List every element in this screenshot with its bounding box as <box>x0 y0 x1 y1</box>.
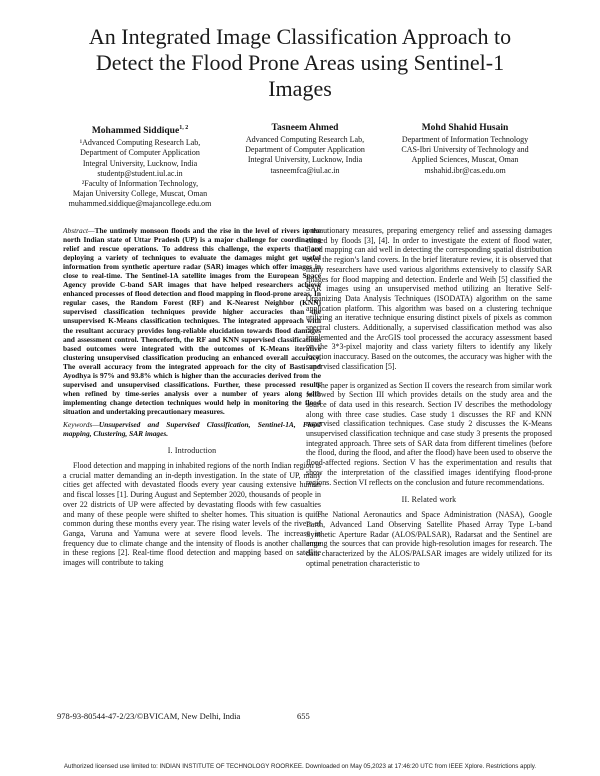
keywords-text: Unsupervised and Supervised Classification, Sentinel-1A, Flood mapping, Clustering, SAR images. <box>63 419 321 439</box>
intro-paragraph-continued: precautionary measures, preparing emergency relief and assessing damages caused by floods [3], [4]. In order to investigate the extent of flood water, flood mapping can aid well in detecting the corresponding spatial distribution over the region’s land covers. In the brief literature review, it is observed that many researchers have used various algorithms extensively to classify SAR images for flood mapping and detection. Enderle and Weih [5] classified the SAR images using an unsupervised method utilizing an Iterative Self-Organizing Data Analysis Techniques (ISODATA) algorithm on the same application platform. This algorithm was based on a clustering technique utilizing an iterative technique ensuring distinct pixels of pixels as common spectral clusters. Additionally, a supervised classification method was also implemented and the ArcGIS tool processed the accuracy assessment based on the 3*3-pixel majority and class variety filters to identify any likely location inaccuracy. Based on the outcomes, the accuracy was higher with the supervised classification [5]. <box>306 226 552 371</box>
organization-paragraph: The paper is organized as Section II covers the research from similar work followed by Section III which provides details on the study area and the source of data used in this research. Section IV describes the methodology along with three case studies. Case study 1 discusses the RF and KNN supervised classification techniques. Case study 2 discusses the K-Means unsupervised classification technique and case study 3 presents the proposed integrated approach. Three sets of SAR data from different timelines (before the flood, during the flood, and after the flood) have been used to observe the flood-affected regions. Section V has the experimentation and results that show the interpretation of the classified images identifying flood-prone regions. Section VI reflects on the conclusion and future recommendations. <box>306 380 552 487</box>
author-1 <box>55 122 225 210</box>
author-affiliation-line: Integral University, Lucknow, India <box>82 158 198 168</box>
author-affiliation-line: CAS-Ibri University of Technology and <box>401 145 529 155</box>
author-affiliation-line: Department of Computer Application <box>245 145 365 155</box>
section-heading-related-work: II. Related work <box>401 495 457 505</box>
author-email: mshahid.ibr@cas.edu.om <box>424 165 506 175</box>
title-line-1: An Integrated Image Classification Approach to <box>88 24 512 49</box>
left-column <box>63 226 321 568</box>
abstract <box>63 226 321 416</box>
author-affiliation-line: Department of Information Technology <box>401 135 529 144</box>
author-affiliation-line: Majan University College, Muscat, Oman <box>72 189 208 199</box>
author-email: studentp@student.iul.ac.in <box>97 168 183 178</box>
page-number: 655 <box>297 711 310 721</box>
title-line-2: Detect the Flood Prone Areas using Sentinel-1 <box>95 50 505 75</box>
introduction-paragraph: Flood detection and mapping in inhabited regions of the north Indian region is a crucial matter demanding an in-depth investigation. In the state of UP, many cities get affected with devastated floods every year causing extensive human and fiscal losses [1]. During August and September 2020, thousands of people in over 22 districts of UP were affected by devastating floods with few casualties and many of these people were shifted to shelter homes. This situation is quite common during these months every year. The rising water levels of the rivers of Ganga, Varuna and Yamuna were at severe flood levels. The increase in frequency due to climate change and the intensity of floods is another challenge in these regions [2]. Real-time flood detection and mapping based on satellite images will contribute to taking <box>63 461 321 568</box>
author-2 <box>230 122 380 176</box>
abstract-text: The untimely monsoon floods and the rise in the level of rivers in the north Indian state of Uttar Pradesh (UP) is a major challenge for coordinating relief and rescue operations. To address this challenge, the experts that are deploying a variety of techniques to evaluate the damages might get useful information from synthetic aperture radar (SAR) images which offer images in close to real-time. The Sentinel-1A satellite images from the European Space Agency provide C-band SAR images that have helped researchers achieve enhanced processes of flood detection and flood mapping in flood-prone areas. In regular cases, the Random Forest (RF) and K-Nearest Neighbor (KNN) supervised classification techniques provide higher accuracies than the unsupervised K-Means classification techniques. The integrated approach with the resultant accuracy provides long-reliable elucidation towards flood damages and assessment control. Thenceforth, the RF and KNN supervised classifications based outcomes were integrated with the outcomes of K-Means iterative clustering unsupervised classification producing an enhanced overall accuracy. The overall accuracy from the integrated approach for the city of Basti and Ayodhya is 97% and 93.8% which is higher than the accuracies derived from the supervised and unsupervised classifications. Further, these processed results when refined by time-series analysis over a number of years along with implementing change detection techniques would help in monitoring the flood situation and undertaking precautionary measures. <box>63 226 321 416</box>
title-line-3: Images <box>268 76 332 101</box>
author-3 <box>385 122 545 176</box>
author-affiliation-line: Applied Sciences, Muscat, Oman <box>411 155 519 165</box>
paper-title <box>40 24 560 102</box>
author-affiliation-line: ²Faculty of Information Technology, <box>81 178 199 188</box>
abstract-lead: Abstract— <box>63 226 95 235</box>
author-name: Mohammed Siddique$^{1, 2}$ <box>91 125 189 137</box>
license-notice: Authorized licensed use limited to: INDIAN INSTITUTE OF TECHNOLOGY ROORKEE. Downloaded on May 05,2023 at 17:46:20 UTC from IEEE Xplore. Restrictions apply. <box>63 763 537 770</box>
author-affiliation-line: ¹Advanced Computing Research Lab, <box>79 138 201 148</box>
author-affiliation-line: Advanced Computing Research Lab, <box>245 135 365 144</box>
footer-isbn: 978-93-80544-47-2/23/©BVICAM, New Delhi, India <box>57 711 241 721</box>
keywords <box>63 420 321 438</box>
right-column <box>306 226 552 569</box>
author-name: Mohd Shahid Husain <box>421 123 509 133</box>
author-name: Tasneem Ahmed <box>271 123 339 133</box>
author-affiliation-line: Department of Computer Application <box>80 148 200 158</box>
keywords-lead: Keywords— <box>63 419 99 429</box>
section-heading-introduction: I. Introduction <box>167 446 217 456</box>
related-work-paragraph: The National Aeronautics and Space Administration (NASA), Google Earth, Advanced Land Observing Satellite Phased Array Type L-band Synthetic Aperture Radar (ALOS/PALSAR), Radarsat and the Sentinel are among the sources that can provide high-resolution images for research. The data characterized by the ALOS/PALSAR images are widely utilized for its optimal penetration characteristic to <box>306 510 552 568</box>
author-email: tasneemfca@iul.ac.in <box>270 165 340 175</box>
author-email: muhammed.siddique@majancollege.edu.om <box>68 199 212 209</box>
author-affiliation-line: Integral University, Lucknow, India <box>247 155 363 165</box>
